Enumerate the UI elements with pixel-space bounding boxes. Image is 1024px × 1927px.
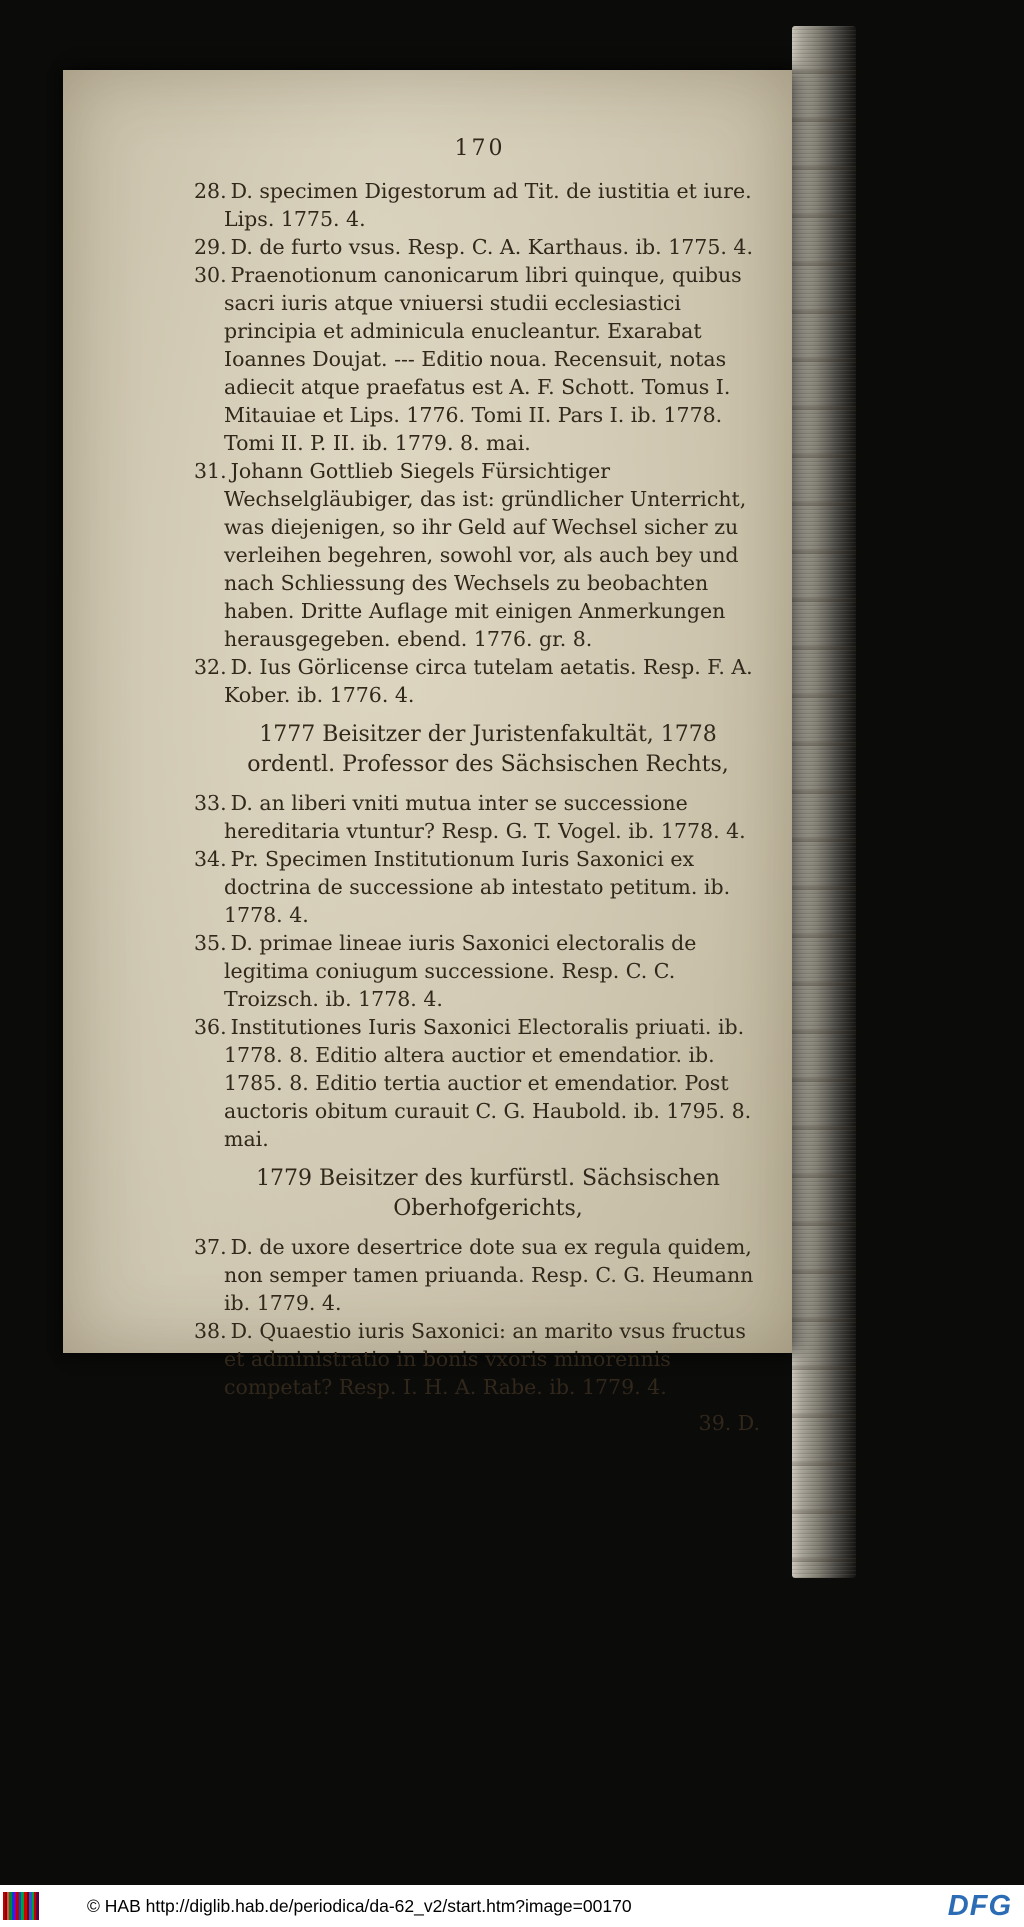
entry-text: D. an liberi vniti mutua inter se successione hereditaria vtuntur? Resp. G. T. Vogel. ib. 1778. 4.: [224, 791, 746, 843]
career-section-heading: 1777 Beisitzer der Juristenfakultät, 1778 ordentl. Professor des Sächsischen Rechts,: [247, 722, 729, 777]
career-section-heading: 1779 Beisitzer des kurfürstl. Sächsischen Oberhofgerichts,: [256, 1166, 720, 1221]
catchword: 39. D.: [698, 1411, 760, 1435]
entry-number: 36.: [194, 1015, 227, 1039]
entry-text: D. Quaestio iuris Saxonici: an marito vsus fructus et administratio in bonis vxoris minorennis competat? Resp. I. H. A. Rabe. ib. 1779. 4.: [224, 1319, 746, 1399]
bibliography-entry: [194, 1013, 766, 1153]
bibliography-entry: [194, 261, 766, 457]
entry-number: 38.: [194, 1319, 227, 1343]
dfg-logo: DFG: [947, 1889, 1012, 1922]
entry-text: D. specimen Digestorum ad Tit. de iustitia et iure. Lips. 1775. 4.: [224, 179, 752, 231]
entry-text: D. de uxore desertrice dote sua ex regula quidem, non semper tamen priuanda. Resp. C. G. Heumann ib. 1779. 4.: [224, 1235, 754, 1315]
entry-number: 34.: [194, 847, 227, 871]
entry-number: 37.: [194, 1235, 227, 1259]
entry-number: 30.: [194, 263, 227, 287]
bibliography-entry: [194, 929, 766, 1013]
bibliography-entry: [194, 789, 766, 845]
entry-number: 28.: [194, 179, 227, 203]
entry-number: 33.: [194, 791, 227, 815]
entry-text: Praenotionum canonicarum libri quinque, quibus sacri iuris atque vniuersi studii ecclesiastici principia et adminicula enucleantur. Exarabat Ioannes Doujat. --- Editio noua. Recensuit, notas adiecit atque praefatus est A. F. Schott. Tomus I. Mitauiae et Lips. 1776. Tomi II. Pars I. ib. 1778. Tomi II. P. II. ib. 1779. 8. mai.: [224, 263, 742, 455]
color-barcode-icon: [3, 1892, 39, 1920]
bibliography-list: [194, 177, 766, 1437]
entry-text: D. Ius Görlicense circa tutelam aetatis. Resp. F. A. Kober. ib. 1776. 4.: [224, 655, 753, 707]
book-page-edges: [792, 26, 856, 1578]
bibliography-entry: [194, 1317, 766, 1401]
footer-url: © HAB http://diglib.hab.de/periodica/da-62_v2/start.htm?image=00170: [87, 1895, 632, 1916]
bibliography-entry: [194, 845, 766, 929]
entry-text: D. primae lineae iuris Saxonici electoralis de legitima coniugum successione. Resp. C. C. Troizsch. ib. 1778. 4.: [224, 931, 697, 1011]
bibliography-entry: [194, 233, 766, 261]
entry-number: 29.: [194, 235, 227, 259]
entry-text: Pr. Specimen Institutionum Iuris Saxonici ex doctrina de successione ab intestato petitum. ib. 1778. 4.: [224, 847, 731, 927]
entry-text: Institutiones Iuris Saxonici Electoralis priuati. ib. 1778. 8. Editio altera auctior et emendatior. ib. 1785. 8. Editio tertia auctior et emendatior. Post auctoris obitum curauit C. G. Haubold. ib. 1795. 8. mai.: [224, 1015, 752, 1151]
entry-text: Johann Gottlieb Siegels Fürsichtiger Wechselgläubiger, das ist: gründlicher Unterricht, was diejenigen, so ihr Geld auf Wechsel sicher zu verleihen begehren, sowohl vor, als auch bey und nach Schliessung des Wechsels zu beobachten haben. Dritte Auflage mit einigen Anmerkungen herausgegeben. ebend. 1776. gr. 8.: [224, 459, 747, 651]
bibliography-entry: [194, 457, 766, 653]
entry-text: D. de furto vsus. Resp. C. A. Karthaus. ib. 1775. 4.: [230, 235, 753, 259]
bibliography-entry: [194, 1233, 766, 1317]
footer-bar: [0, 1885, 1024, 1927]
scanned-page: [63, 70, 792, 1435]
entry-number: 32.: [194, 655, 227, 679]
bibliography-entry: [194, 177, 766, 233]
entry-number: 35.: [194, 931, 227, 955]
bibliography-entry: [194, 653, 766, 709]
entry-number: 31.: [194, 459, 227, 483]
page-number: 170: [454, 136, 506, 161]
